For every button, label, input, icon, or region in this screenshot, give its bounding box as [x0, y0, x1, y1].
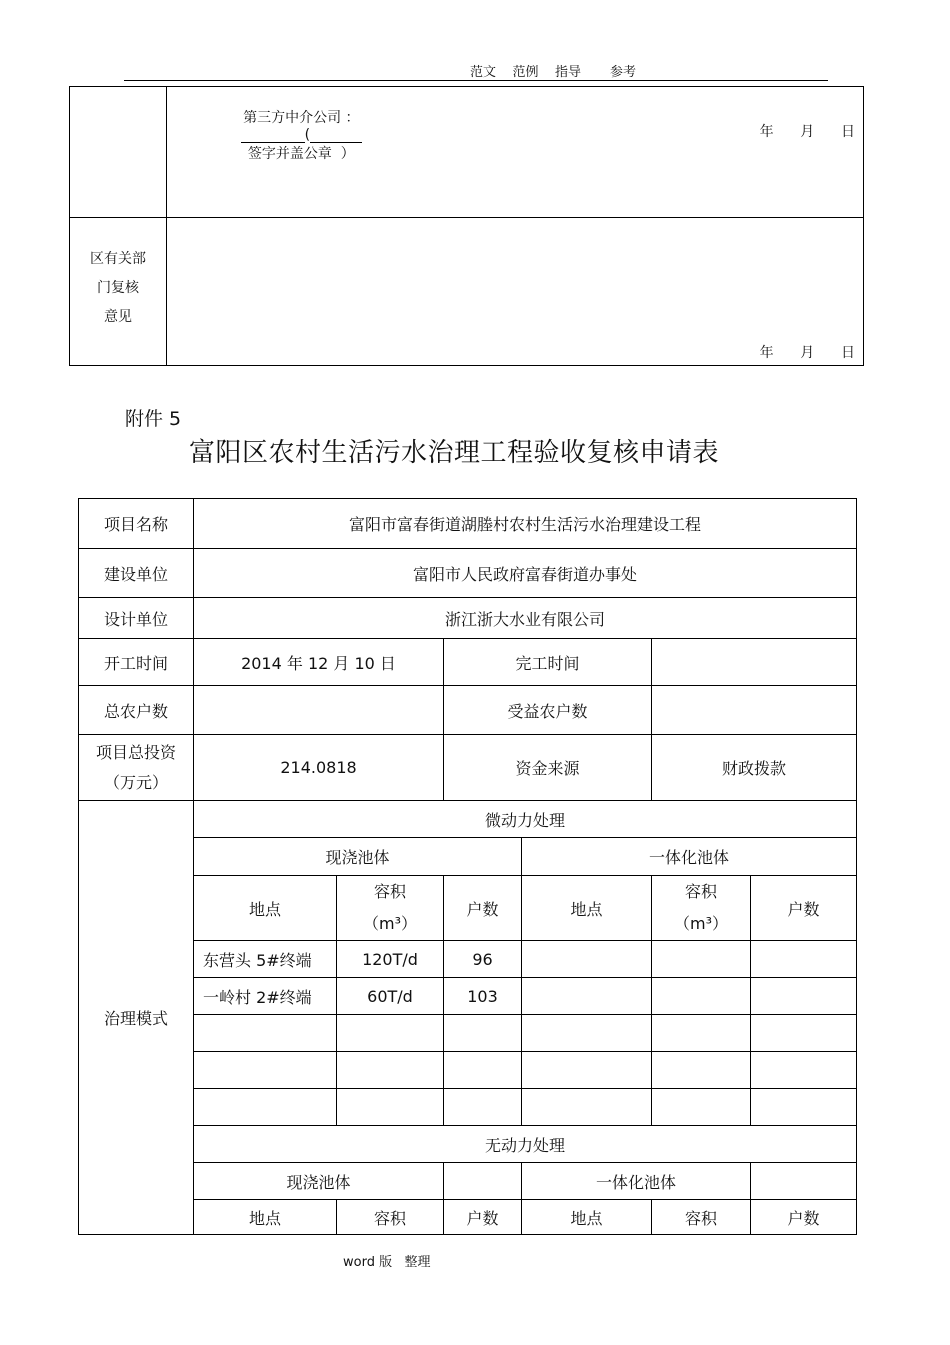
location-header: 地点: [194, 876, 337, 941]
empty-cell: [751, 941, 857, 978]
empty-cell: [652, 978, 751, 1015]
designer-label: 设计单位: [79, 598, 194, 639]
investment-label-line: （万元）: [103, 772, 168, 792]
empty-cell: [522, 1052, 652, 1089]
annex-label: 附件 5: [125, 408, 182, 430]
volume-header-2: [652, 876, 751, 941]
funding-label: 资金来源: [444, 735, 652, 801]
empty-cell: [444, 1163, 522, 1200]
date-line-1: 年 月 日: [759, 124, 855, 140]
volume-header-line: 容积: [373, 882, 406, 901]
start-time-label: 开工时间: [79, 639, 194, 686]
project-name-label: 项目名称: [79, 499, 194, 549]
sign-text: 签字并盖公章 ）: [247, 146, 355, 162]
funding-value: 财政拨款: [652, 735, 857, 801]
review-table: [69, 86, 864, 366]
finish-time-value: [652, 639, 857, 686]
volume-header-line: （m³）: [673, 914, 728, 933]
location-header-3: 地点: [194, 1200, 337, 1235]
cast-in-place-header: 现浇池体: [194, 838, 522, 876]
agent-signature-cell: [167, 87, 864, 218]
volume-header-line: （m³）: [362, 914, 417, 933]
location-header-2: 地点: [522, 876, 652, 941]
empty-cell: [522, 1015, 652, 1052]
finish-time-label: 完工时间: [444, 639, 652, 686]
project-name-value: 富阳市富春街道湖塍村农村生活污水治理建设工程: [194, 499, 857, 549]
row-volume: 120T/d: [337, 941, 444, 978]
paren-open: (: [304, 127, 311, 143]
households-header-2: 户数: [751, 876, 857, 941]
micro-power-header: 微动力处理: [194, 801, 857, 838]
review-label-line: 区有关部: [90, 251, 146, 267]
investment-value: 214.0818: [194, 735, 444, 801]
households-header: 户数: [444, 876, 522, 941]
header-rule: [124, 80, 828, 81]
designer-value: 浙江浙大水业有限公司: [194, 598, 857, 639]
empty-cell: [522, 941, 652, 978]
empty-cell: [194, 1015, 337, 1052]
signature-blank-2: [310, 128, 362, 143]
beneficiary-label: 受益农户数: [444, 686, 652, 735]
review-opinion-cell: [167, 218, 864, 366]
households-header-3: 户数: [444, 1200, 522, 1235]
empty-cell: [751, 1163, 857, 1200]
empty-cell: [444, 1015, 522, 1052]
volume-header-4: 容积: [652, 1200, 751, 1235]
households-value: [194, 686, 444, 735]
empty-cell: [337, 1015, 444, 1052]
integrated-header-2: 一体化池体: [522, 1163, 751, 1200]
integrated-header: 一体化池体: [522, 838, 857, 876]
signature-blank: [241, 128, 305, 143]
beneficiary-value: [652, 686, 857, 735]
volume-header: [337, 876, 444, 941]
row-location: 东营头 5#终端: [194, 941, 337, 978]
empty-cell: [444, 1089, 522, 1126]
empty-cell: [337, 1052, 444, 1089]
row-volume: 60T/d: [337, 978, 444, 1015]
empty-cell: [751, 1015, 857, 1052]
empty-label-cell: [70, 87, 167, 218]
page-footer: word 版 整理: [343, 1255, 431, 1270]
no-power-header: 无动力处理: [194, 1126, 857, 1163]
builder-label: 建设单位: [79, 549, 194, 598]
review-label-cell: [70, 218, 167, 366]
location-header-4: 地点: [522, 1200, 652, 1235]
empty-cell: [522, 1089, 652, 1126]
start-time-value: 2014 年 12 月 10 日: [194, 639, 444, 686]
builder-value: 富阳市人民政府富春街道办事处: [194, 549, 857, 598]
application-form-table: [78, 498, 857, 1235]
empty-cell: [751, 1089, 857, 1126]
empty-cell: [652, 1015, 751, 1052]
empty-cell: [652, 1052, 751, 1089]
empty-cell: [194, 1089, 337, 1126]
empty-cell: [652, 941, 751, 978]
investment-label-line: 项目总投资: [95, 742, 176, 762]
review-label-line: 门复核: [97, 280, 139, 296]
volume-header-line: 容积: [684, 882, 717, 901]
empty-cell: [751, 1052, 857, 1089]
cast-in-place-header-2: 现浇池体: [194, 1163, 444, 1200]
row-households: 103: [444, 978, 522, 1015]
mode-label: 治理模式: [79, 801, 194, 1235]
empty-cell: [751, 978, 857, 1015]
agent-line: [205, 91, 362, 179]
empty-cell: [444, 1052, 522, 1089]
households-label: 总农户数: [79, 686, 194, 735]
page-header: 范文 范例 指导 参考: [470, 65, 636, 80]
form-title: 富阳区农村生活污水治理工程验收复核申请表: [189, 438, 720, 468]
row-households: 96: [444, 941, 522, 978]
households-header-4: 户数: [751, 1200, 857, 1235]
empty-cell: [652, 1089, 751, 1126]
review-label-line: 意见: [104, 309, 132, 325]
investment-label: [79, 735, 194, 801]
date-line-2: 年 月 日: [759, 345, 855, 361]
agent-label: 第三方中介公司 ：: [243, 110, 360, 126]
row-location: 一岭村 2#终端: [194, 978, 337, 1015]
volume-header-3: 容积: [337, 1200, 444, 1235]
empty-cell: [337, 1089, 444, 1126]
empty-cell: [194, 1052, 337, 1089]
empty-cell: [522, 978, 652, 1015]
